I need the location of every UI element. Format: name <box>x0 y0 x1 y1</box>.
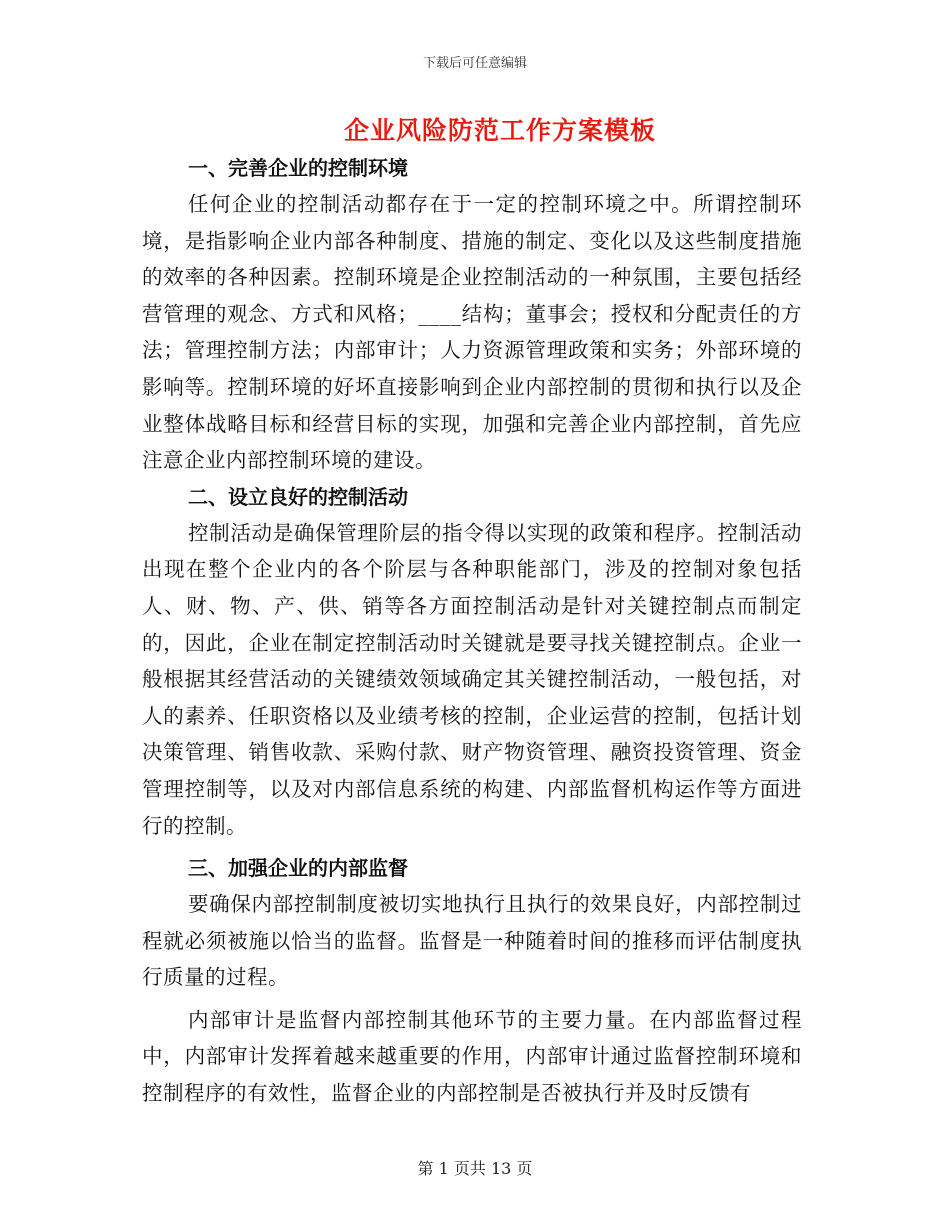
section-2-paragraph-1: 控制活动是确保管理阶层的指令得以实现的政策和程序。控制活动出现在整个企业内的各个阶层与各种职能部门，涉及的控制对象包括人、财、物、产、供、销等各方面控制活动是针对关键控制点而制定的，因此，企业在制定控制活动时关键就是要寻找关键控制点。企业一般根据其经营活动的关键绩效领域确定其关键控制活动，一般包括，对人的素养、任职资格以及业绩考核的控制，企业运营的控制，包括计划决策管理、销售收款、采购付款、财产物资管理、融资投资管理、资金管理控制等，以及对内部信息系统的构建、内部监督机构运作等方面进行的控制。 <box>142 520 802 838</box>
header-note: 下载后可任意编辑 <box>422 56 527 71</box>
section-1-paragraph-1: 任何企业的控制活动都存在于一定的控制环境之中。所谓控制环境，是指影响企业内部各种制度、措施的制定、变化以及这些制度措施的效率的各种因素。控制环境是企业控制活动的一种氛围，主要包括经营管理的观念、方式和风格；____结构；董事会；授权和分配责任的方法；管理控制方法；内部审计；人力资源管理政策和实务；外部环境的影响等。控制环境的好坏直接影响到企业内部控制的贯彻和执行以及企业整体战略目标和经营目标的实现，加强和完善企业内部控制，首先应注意企业内部控制环境的建设。 <box>142 192 802 473</box>
section-heading-2: 二、设立良好的控制活动 <box>188 484 408 509</box>
page-footer: 第 1 页共 13 页 <box>417 1159 533 1178</box>
section-3-paragraph-1: 要确保内部控制制度被切实地执行且执行的效果良好，内部控制过程就必须被施以恰当的监督。监督是一种随着时间的推移而评估制度执行质量的过程。 <box>142 892 802 990</box>
section-3-paragraph-2: 内部审计是监督内部控制其他环节的主要力量。在内部监督过程中，内部审计发挥着越来越重要的作用，内部审计通过监督控制环境和控制程序的有效性，监督企业的内部控制是否被执行并及时反馈有 <box>142 1007 802 1106</box>
section-heading-3: 三、加强企业的内部监督 <box>188 856 408 881</box>
section-heading-1: 一、完善企业的控制环境 <box>188 156 408 180</box>
document-title: 企业风险防范工作方案模板 <box>343 116 656 145</box>
document-body <box>142 150 802 1112</box>
